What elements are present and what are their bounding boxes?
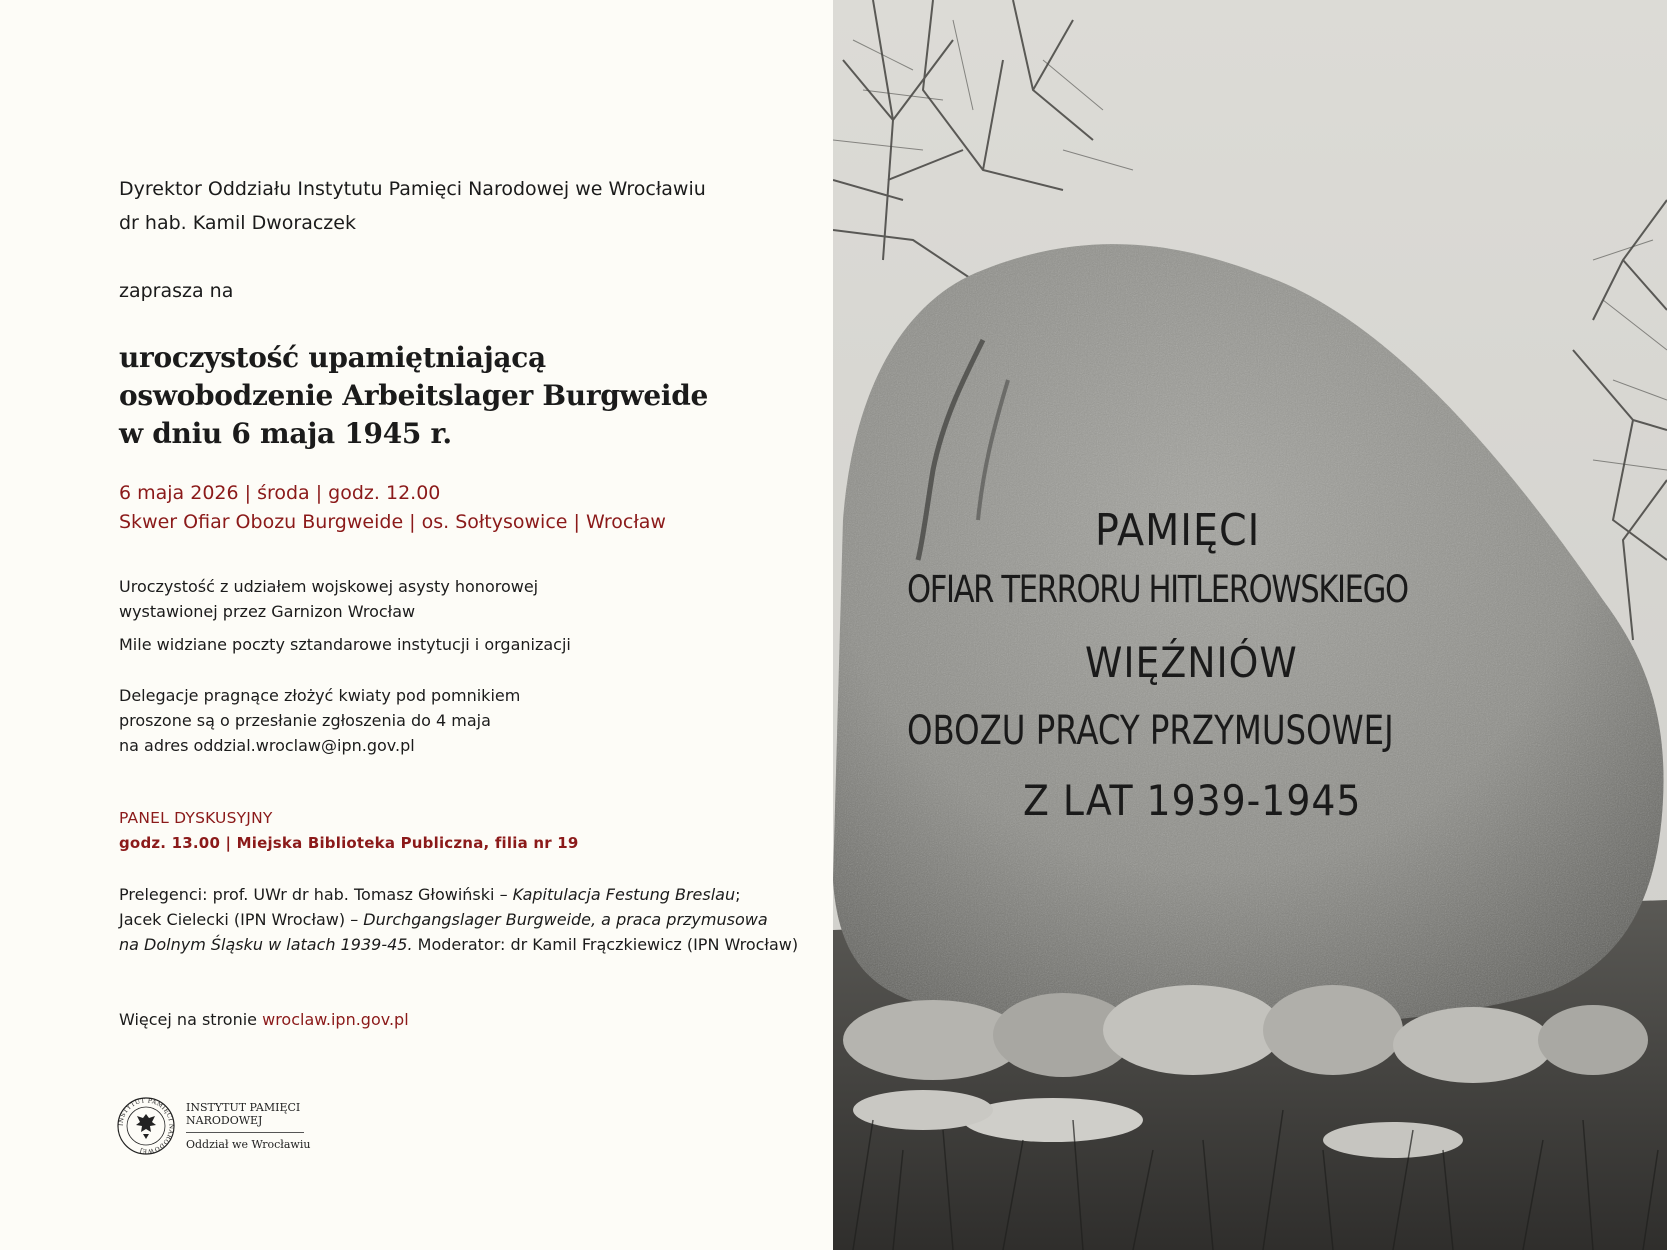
ipn-seal-icon — [116, 1096, 176, 1156]
lecture-title: na Dolnym Śląsku w latach 1939-45. — [119, 935, 413, 954]
event-place: Skwer Ofiar Obozu Burgweide | os. Sołtysowice | Wrocław — [119, 511, 666, 533]
director-line: Dyrektor Oddziału Instytutu Pamięci Narodowej we Wrocławiu — [119, 178, 706, 200]
ipn-logo — [116, 1096, 310, 1156]
logo-divider — [186, 1132, 304, 1133]
seal-text: INSTYTUT PAMIĘCI NARODOWEJ — [117, 1097, 175, 1155]
inscription-line: WIĘŹNIÓW — [1085, 638, 1298, 687]
panel-speakers — [119, 882, 798, 957]
more-info — [119, 1007, 409, 1032]
delegations-line: proszone są o przesłanie zgłoszenia do 4 maja — [119, 711, 491, 730]
speakers-text: Jacek Cielecki (IPN Wrocław) – — [119, 910, 364, 929]
event-title — [119, 339, 708, 453]
ceremony-info — [119, 574, 538, 624]
logo-branch: Oddział we Wrocławiu — [186, 1138, 311, 1151]
panel-time-place: godz. 13.00 | Miejska Biblioteka Publiczna, filia nr 19 — [119, 834, 579, 852]
lecture-title: Kapitulacja Festung Breslau — [512, 885, 736, 904]
director-name: dr hab. Kamil Dworaczek — [119, 212, 356, 234]
monument-photo — [833, 0, 1667, 1250]
invites-text: zaprasza na — [119, 280, 234, 302]
inscription-line: OFIAR TERRORU HITLEROWSKIEGO — [907, 568, 1408, 611]
invitation-panel — [0, 0, 833, 1250]
panel-heading: PANEL DYSKUSYJNY — [119, 809, 273, 827]
delegations-line: Delegacje pragnące złożyć kwiaty pod pomnikiem — [119, 686, 521, 705]
event-date: 6 maja 2026 | środa | godz. 12.00 — [119, 482, 441, 504]
more-info-label: Więcej na stronie — [119, 1010, 263, 1029]
logo-name-line: NARODOWEJ — [186, 1114, 263, 1127]
title-line: uroczystość upamiętniającą — [119, 341, 546, 374]
monument-inscription — [833, 0, 1667, 1250]
ceremony-line: Uroczystość z udziałem wojskowej asysty honorowej — [119, 577, 539, 596]
banners-info: Mile widziane poczty sztandarowe instytucji i organizacji — [119, 635, 571, 654]
delegations-info — [119, 683, 520, 758]
inscription-line: Z LAT 1939-1945 — [1023, 776, 1362, 825]
ceremony-line: wystawionej przez Garnizon Wrocław — [119, 602, 416, 621]
title-line: oswobodzenie Arbeitslager Burgweide — [119, 379, 708, 412]
speakers-text: ; — [735, 885, 741, 904]
inscription-line: OBOZU PRACY PRZYMUSOWEJ — [907, 708, 1394, 754]
speakers-text: Prelegenci: prof. UWr dr hab. Tomasz Głowiński – — [119, 885, 513, 904]
inscription-line: PAMIĘCI — [1095, 505, 1261, 556]
moderator-text: Moderator: dr Kamil Frączkiewicz (IPN Wrocław) — [412, 935, 799, 954]
website-link[interactable]: wroclaw.ipn.gov.pl — [262, 1010, 409, 1029]
delegations-line: na adres oddzial.wroclaw@ipn.gov.pl — [119, 736, 415, 755]
title-line: w dniu 6 maja 1945 r. — [119, 417, 452, 450]
lecture-title: Durchgangslager Burgweide, a praca przymusowa — [363, 910, 768, 929]
logo-name-line: INSTYTUT PAMIĘCI — [186, 1101, 301, 1114]
